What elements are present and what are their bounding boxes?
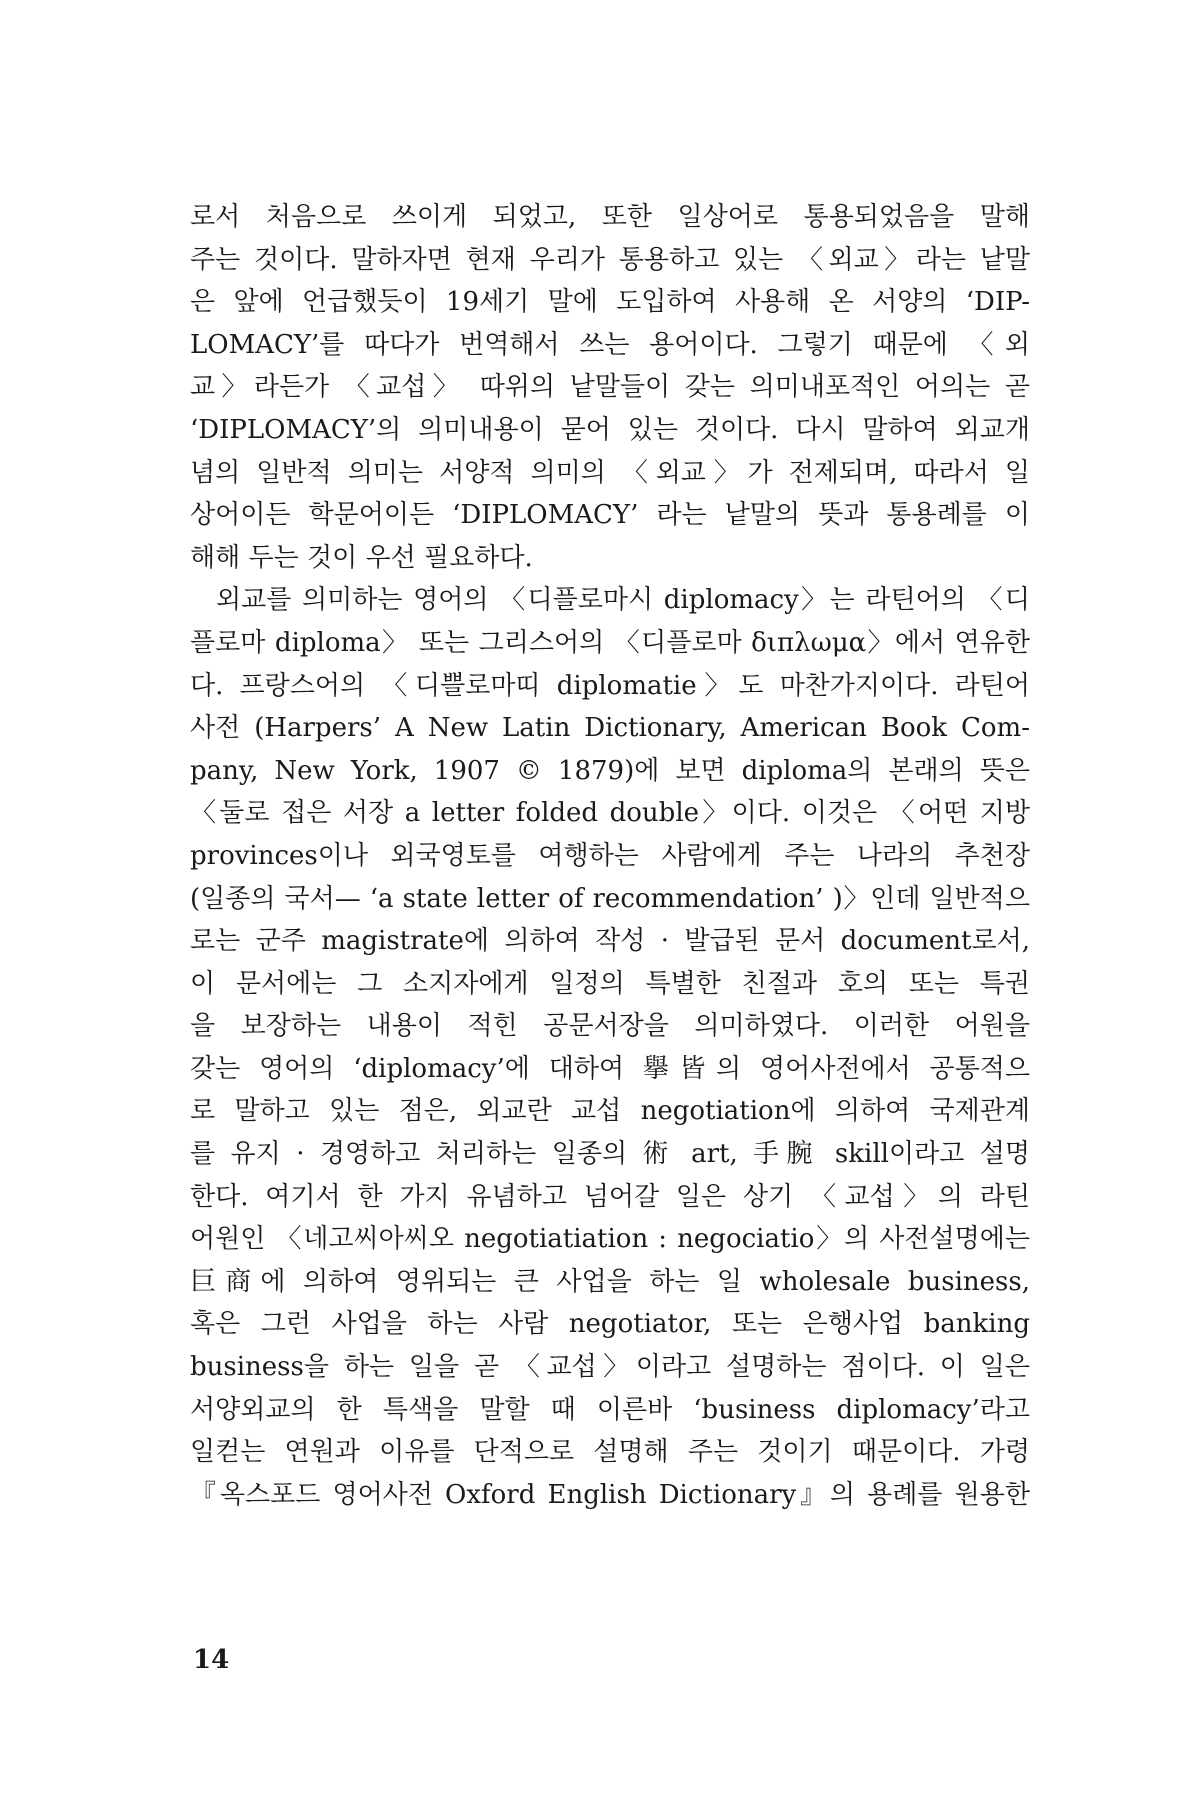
text-line: 巨商에 의하여 영위되는 큰 사업을 하는 일 wholesale business, [190,1266,1030,1297]
text-line: 교〉라든가 〈교섭〉 따위의 낱말들이 갖는 의미내포적인 어의는 곧 [190,372,1030,403]
page-number: 14 [193,1645,230,1675]
text-line: ‘DIPLOMACY’의 의미내용이 묻어 있는 것이다. 다시 말하여 외교개 [190,414,1030,445]
text-line: 다. 프랑스어의 〈디쁠로마띠 diplomatie〉도 마찬가지이다. 라틴어 [190,670,1030,701]
text-line: 념의 일반적 의미는 서양적 의미의 〈외교〉가 전제되며, 따라서 일 [190,457,1030,488]
text-line: 일컫는 연원과 이유를 단적으로 설명해 주는 것이기 때문이다. 가령 [190,1437,1030,1468]
text-line: LOMACY’를 따다가 번역해서 쓰는 용어이다. 그렇기 때문에 〈외 [190,329,1030,360]
text-line: 플로마 diploma〉 또는 그리스어의 〈디플로마 διπλωμα〉에서 연유한 [190,627,1030,658]
text-line: 갖는 영어의 ‘diplomacy’에 대하여 擧皆의 영어사전에서 공통적으 [190,1053,1030,1084]
text-line: 혹은 그런 사업을 하는 사람 negotiator, 또는 은행사업 banking [190,1309,1030,1340]
text-line: provinces이나 외국영토를 여행하는 사람에게 주는 나라의 추천장 [190,840,1030,871]
text-line: business을 하는 일을 곧 〈교섭〉이라고 설명하는 점이다. 이 일은 [190,1352,1030,1383]
text-line: 로는 군주 magistrate에 의하여 작성 · 발급된 문서 document로서, [190,926,1030,957]
paragraph-2 [190,579,1030,1516]
text-line: 어원인 〈네고씨아씨오 negotiatiation : negociatio〉의 사전설명에는 [190,1224,1030,1255]
text-line: 상어이든 학문어이든 ‘DIPLOMACY’ 라는 낱말의 뜻과 통용례를 이 [190,500,1030,531]
text-line: 로서 처음으로 쓰이게 되었고, 또한 일상어로 통용되었음을 말해 [190,202,1030,232]
text-line: 외교를 의미하는 영어의 〈디플로마시 diplomacy〉는 라틴어의 〈디 [216,585,1030,616]
text-line: 이 문서에는 그 소지자에게 일정의 특별한 친절과 호의 또는 특권 [190,968,1030,999]
text-line: 을 보장하는 내용이 적힌 공문서장을 의미하였다. 이러한 어원을 [190,1011,1030,1042]
text-line: 주는 것이다. 말하자면 현재 우리가 통용하고 있는 〈외교〉라는 낱말 [190,244,1030,275]
text-line: 로 말하고 있는 점은, 외교란 교섭 negotiation에 의하여 국제관계 [190,1096,1030,1127]
text-line: 『옥스포드 영어사전 Oxford English Dictionary』의 용례를 원용한 [190,1479,1030,1510]
text-line: (일종의 국서— ‘a state letter of recommendation’ )〉인데 일반적으 [190,883,1030,914]
paragraph-1 [190,196,1030,579]
text-line: 〈둘로 접은 서장 a letter folded double〉이다. 이것은 〈어떤 지방 [190,798,1030,829]
text-line: 사전 (Harpers’ A New Latin Dictionary, American Book Com- [190,713,1030,744]
body-text [190,196,1030,1516]
text-line: 한다. 여기서 한 가지 유념하고 넘어갈 일은 상기 〈교섭〉의 라틴 [190,1181,1030,1212]
text-line: 해해 두는 것이 우선 필요하다. [190,542,533,573]
text-line: 를 유지 · 경영하고 처리하는 일종의 術 art, 手腕 skill이라고 설명 [190,1139,1030,1170]
text-line: 은 앞에 언급했듯이 19세기 말에 도입하여 사용해 온 서양의 ‘DIP- [190,287,1030,318]
text-line: 서양외교의 한 특색을 말할 때 이른바 ‘business diplomacy’라고 [190,1394,1030,1425]
text-line: pany, New York, 1907 © 1879)에 보면 diploma의 본래의 뜻은 [190,755,1030,786]
